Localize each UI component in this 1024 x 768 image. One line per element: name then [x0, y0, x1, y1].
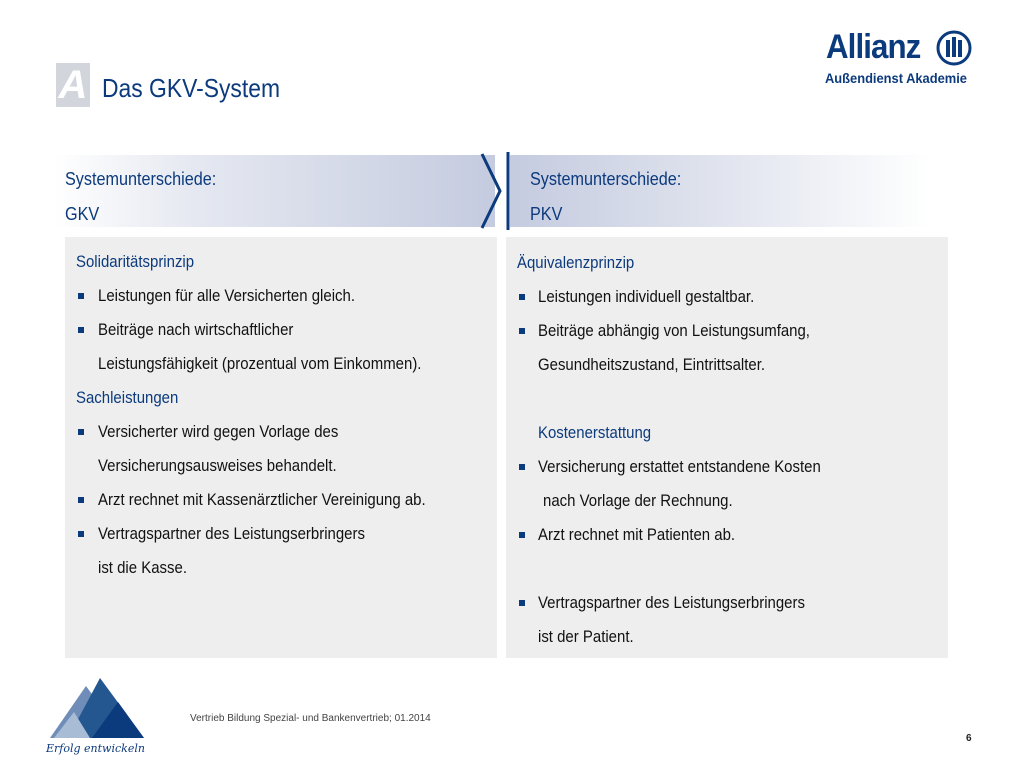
pkv-band-line1: Systemunterschiede:: [530, 169, 682, 189]
allianz-logo: [822, 26, 982, 88]
page-title: Das GKV-System: [102, 73, 281, 103]
gkv-band-line1: Systemunterschiede:: [65, 169, 217, 189]
gkv-line: Leistungsfähigkeit (prozentual vom Einkommen).: [98, 354, 422, 373]
allianz-eagle-icon: [936, 30, 972, 66]
bullet-icon: [519, 532, 525, 538]
gkv-panel: [65, 237, 497, 658]
bullet-icon: [519, 600, 525, 606]
gkv-line: Leistungen für alle Versicherten gleich.: [98, 286, 355, 305]
pkv-heading-aequivalenz: Äquivalenzprinzip: [517, 253, 635, 272]
erfolg-entwickeln-logo: [44, 672, 154, 758]
gkv-band-line2: GKV: [65, 204, 100, 224]
gkv-header-band: [55, 155, 495, 227]
pkv-line: Arzt rechnet mit Patienten ab.: [538, 525, 736, 544]
pkv-line: Vertragspartner des Leistungserbringers: [538, 593, 805, 612]
pkv-line: Gesundheitszustand, Eintrittsalter.: [538, 355, 766, 374]
gkv-line: Arzt rechnet mit Kassenärztlicher Vereinigung ab.: [98, 490, 426, 509]
gkv-line: Vertragspartner des Leistungserbringers: [98, 524, 365, 543]
gkv-line: Versicherungsausweises behandelt.: [98, 456, 337, 475]
pkv-line: Beiträge abhängig von Leistungsumfang,: [538, 321, 810, 340]
gkv-heading-sachleistungen: Sachleistungen: [76, 388, 179, 407]
brand-name: Allianz: [826, 28, 921, 66]
chevron-right-icon: [476, 150, 510, 232]
pkv-line: nach Vorlage der Rechnung.: [543, 491, 733, 510]
pkv-header-band: [510, 155, 930, 227]
section-letter-badge: A: [56, 63, 90, 107]
gkv-line: Versicherter wird gegen Vorlage des: [98, 422, 339, 441]
bullet-icon: [519, 464, 525, 470]
gkv-line: ist die Kasse.: [98, 558, 187, 577]
bullet-icon: [519, 294, 525, 300]
pkv-line: Versicherung erstattet entstandene Kosten: [538, 457, 821, 476]
bullet-icon: [78, 497, 84, 503]
bullet-icon: [78, 429, 84, 435]
brand-subtitle: Außendienst Akademie: [825, 70, 967, 86]
slogan-text: Erfolg entwickeln: [46, 742, 145, 755]
bullet-icon: [78, 293, 84, 299]
pkv-line: ist der Patient.: [538, 627, 634, 646]
bullet-icon: [78, 531, 84, 537]
footer-source: Vertrieb Bildung Spezial- und Bankenvertrieb; 01.2014: [190, 713, 431, 724]
page-number: 6: [966, 733, 972, 744]
gkv-line: Beiträge nach wirtschaftlicher: [98, 320, 294, 339]
pkv-band-line2: PKV: [530, 204, 563, 224]
gkv-heading-solidaritaet: Solidaritätsprinzip: [76, 252, 195, 271]
bullet-icon: [78, 327, 84, 333]
pkv-panel: [506, 237, 948, 658]
bullet-icon: [519, 328, 525, 334]
pkv-line: Leistungen individuell gestaltbar.: [538, 287, 755, 306]
pkv-heading-kostenerstattung: Kostenerstattung: [538, 423, 652, 442]
